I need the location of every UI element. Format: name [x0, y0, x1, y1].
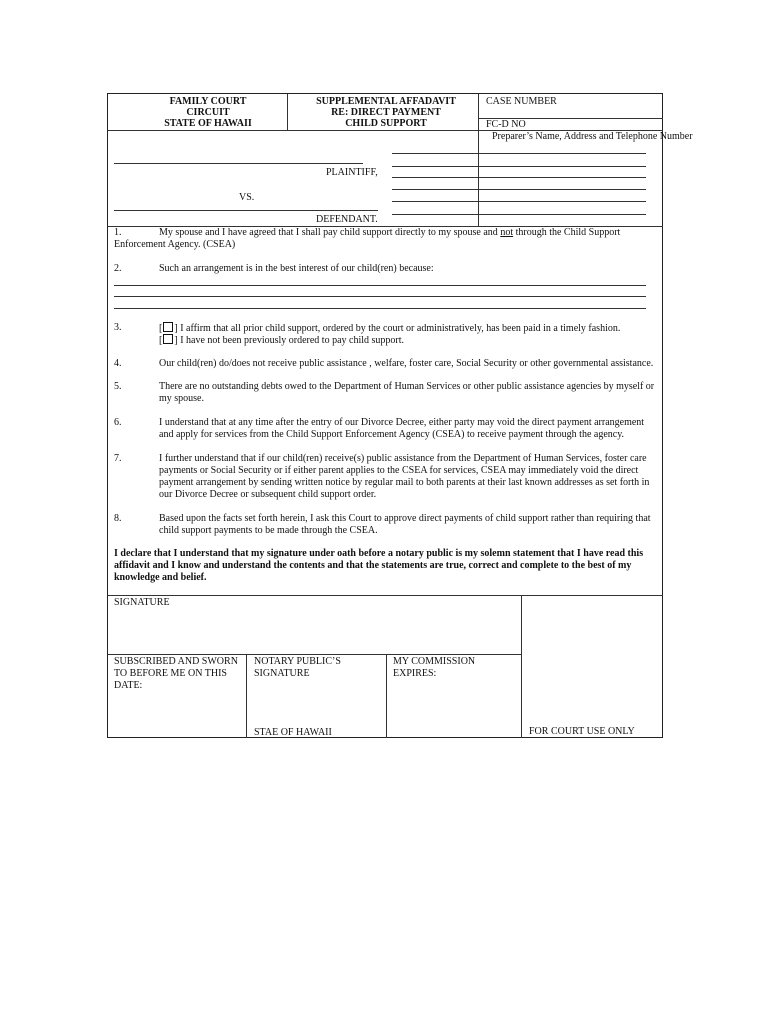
state-label: STAE OF HAWAII	[254, 727, 332, 738]
item-3-option-a: [ ] I affirm that all prior child support, ordered by the court or administratively, has been paid in a timely fashion.	[159, 323, 621, 334]
declaration-statement: I declare that I understand that my signature under oath before a notary public is my solemn statement that I have read this affidavit and I know and understand the contents and that the statements are true, correct and complete to the best of my knowledge and belief.	[114, 548, 644, 583]
item-5-number: 5.	[114, 381, 122, 392]
court-line-2: CIRCUIT	[186, 107, 230, 118]
item-3-option-a-text: I affirm that all prior child support, ordered by the court or administratively, has been paid in a timely fashion.	[180, 323, 621, 334]
commission-label: MY COMMISSION EXPIRES:	[393, 656, 476, 679]
signature-block-divider	[108, 654, 521, 655]
case-number-label: CASE NUMBER	[486, 96, 557, 107]
notary-divider-2	[386, 654, 387, 738]
form-title	[291, 96, 481, 129]
signature-block-top	[108, 595, 663, 596]
fcd-label[interactable]: FC-D NO	[486, 119, 526, 130]
notary-divider-1	[246, 654, 247, 738]
defendant-label: DEFENDANT.	[316, 214, 378, 225]
preparer-line-4[interactable]	[392, 189, 646, 190]
item-5-text: There are no outstanding debts owed to the Department of Human Services or other public assistance agencies by myself or my spouse.	[159, 381, 655, 404]
court-line-3: STATE OF HAWAII	[164, 118, 252, 129]
item-1-not: not	[500, 227, 514, 238]
title-line-1: SUPPLEMENTAL AFFADAVIT	[316, 96, 456, 107]
item-3-option-b-text: I have not been previously ordered to pay child support.	[180, 335, 405, 346]
item-3-number: 3.	[114, 322, 122, 333]
court-line-1: FAMILY COURT	[169, 96, 247, 107]
subscribed-label: SUBSCRIBED AND SWORN TO BEFORE ME ON THIS DATE:	[114, 656, 238, 691]
court-name	[108, 96, 308, 129]
item-4-number: 4.	[114, 358, 122, 369]
affidavit-form	[107, 93, 693, 738]
item-8-text: Based upon the facts set forth herein, I ask this Court to approve direct payments of child support rather than requiring that child support payments to be made through the CSEA.	[159, 513, 651, 536]
title-line-3: CHILD SUPPORT	[345, 118, 427, 129]
notary-label: NOTARY PUBLIC’S SIGNATURE	[254, 656, 341, 679]
item-2-text: Such an arrangement is in the best interest of our child(ren) because:	[159, 263, 434, 274]
item-6-number: 6.	[114, 417, 122, 428]
item-1-number: 1.	[114, 227, 122, 238]
item-4-text: Our child(ren) do/does not receive public assistance , welfare, foster care, Social Security or other governmental assistance.	[159, 358, 654, 369]
item-3-option-b: [ ] I have not been previously ordered to pay child support.	[159, 335, 405, 346]
item-1-text-cont: Enforcement Agency. (CSEA)	[114, 239, 236, 250]
court-use-divider	[521, 595, 522, 738]
preparer-line-1[interactable]	[392, 153, 646, 154]
reason-line-1[interactable]	[114, 285, 646, 286]
preparer-line-6[interactable]	[392, 214, 646, 215]
preparer-line-2[interactable]	[392, 166, 646, 167]
signature-field[interactable]	[109, 609, 519, 653]
defendant-line[interactable]	[114, 210, 378, 211]
court-use-label: FOR COURT USE ONLY	[529, 726, 635, 737]
item-8-number: 8.	[114, 513, 122, 524]
checkbox-not-ordered[interactable]	[163, 334, 173, 344]
reason-line-3[interactable]	[114, 308, 646, 309]
item-7-number: 7.	[114, 453, 122, 464]
checkbox-paid[interactable]	[163, 322, 173, 332]
item-1-text-b: through the Child Support	[515, 227, 621, 238]
item-7-text: I further understand that if our child(ren) receive(s) public assistance from the Department of Human Services, foster care payments or Social Security or if either parent applies to the CSEA for services, CSEA may immediately void the direct payment arrangement by sending written notice by regular mail to both parents at their last known addresses as set forth in our Divorce Decree or subsequent child support order.	[159, 453, 650, 500]
item-2-number: 2.	[114, 263, 122, 274]
item-6-text: I understand that at any time after the entry of our Divorce Decree, either party may void the direct payment arrangement and apply for services from the Child Support Enforcement Agency (CSEA) to receive payment through the agency.	[159, 417, 645, 440]
preparer-line-5[interactable]	[392, 201, 646, 202]
item-1-text	[159, 227, 620, 239]
plaintiff-label: PLAINTIFF,	[326, 167, 378, 178]
title-line-2: RE: DIRECT PAYMENT	[331, 107, 441, 118]
plaintiff-line[interactable]	[114, 163, 363, 164]
vs-label: VS.	[239, 192, 255, 203]
preparer-line-3[interactable]	[392, 177, 646, 178]
item-1-text-a: My spouse and I have agreed that I shall pay child support directly to my spouse and	[159, 227, 498, 238]
preparer-label: Preparer’s Name, Address and Telephone Number	[492, 131, 693, 142]
reason-line-2[interactable]	[114, 296, 646, 297]
signature-label: SIGNATURE	[114, 597, 170, 608]
